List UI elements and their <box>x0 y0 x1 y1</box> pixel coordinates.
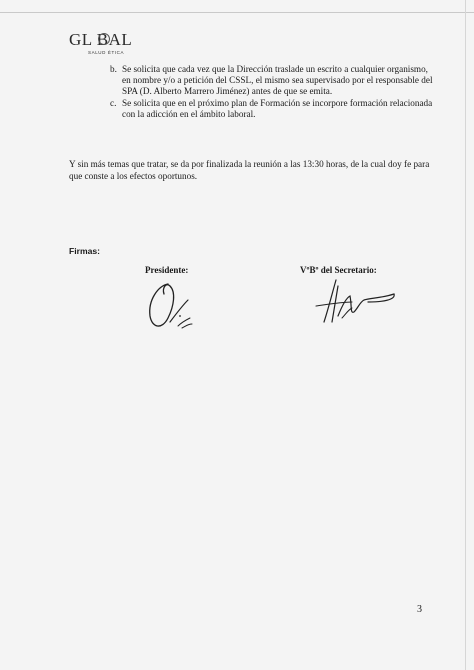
scan-top-rule <box>0 12 474 13</box>
page-number: 3 <box>417 604 422 615</box>
signatures-heading: Firmas: <box>69 246 101 256</box>
list-marker: c. <box>110 98 117 108</box>
scan-right-edge <box>465 0 466 670</box>
logo-wordmark: GL BAL <box>69 30 133 49</box>
list-item-line: en nombre y/o a petición del CSSL, el mismo sea supervisado por el responsable del <box>122 75 433 85</box>
logo-subtitle: SALUD ÉTICA <box>88 50 125 55</box>
secretary-signature <box>312 276 402 326</box>
list-marker: b. <box>110 64 117 74</box>
global-logo <box>69 30 149 58</box>
closing-line: Y sin más temas que tratar, se da por finalizada la reunión a las 13:30 horas, de la cual doy fe para <box>69 159 430 169</box>
secretary-label: VºBº del Secretario: <box>300 265 377 275</box>
list-item-line: Se solicita que cada vez que la Dirección traslade un escrito a cualquier organismo, <box>122 64 428 74</box>
closing-line: que conste a los efectos oportunos. <box>69 171 198 181</box>
president-signature <box>140 278 200 338</box>
logo-globe-icon <box>98 33 110 45</box>
list-item-line: con la adicción en el ámbito laboral. <box>122 109 256 119</box>
list-item-line: SPA (D. Alberto Marrero Jiménez) antes de que se emita. <box>122 86 333 96</box>
list-item-line: Se solicita que en el próximo plan de Formación se incorpore formación relacionada <box>122 98 433 108</box>
president-label: Presidente: <box>145 265 189 275</box>
